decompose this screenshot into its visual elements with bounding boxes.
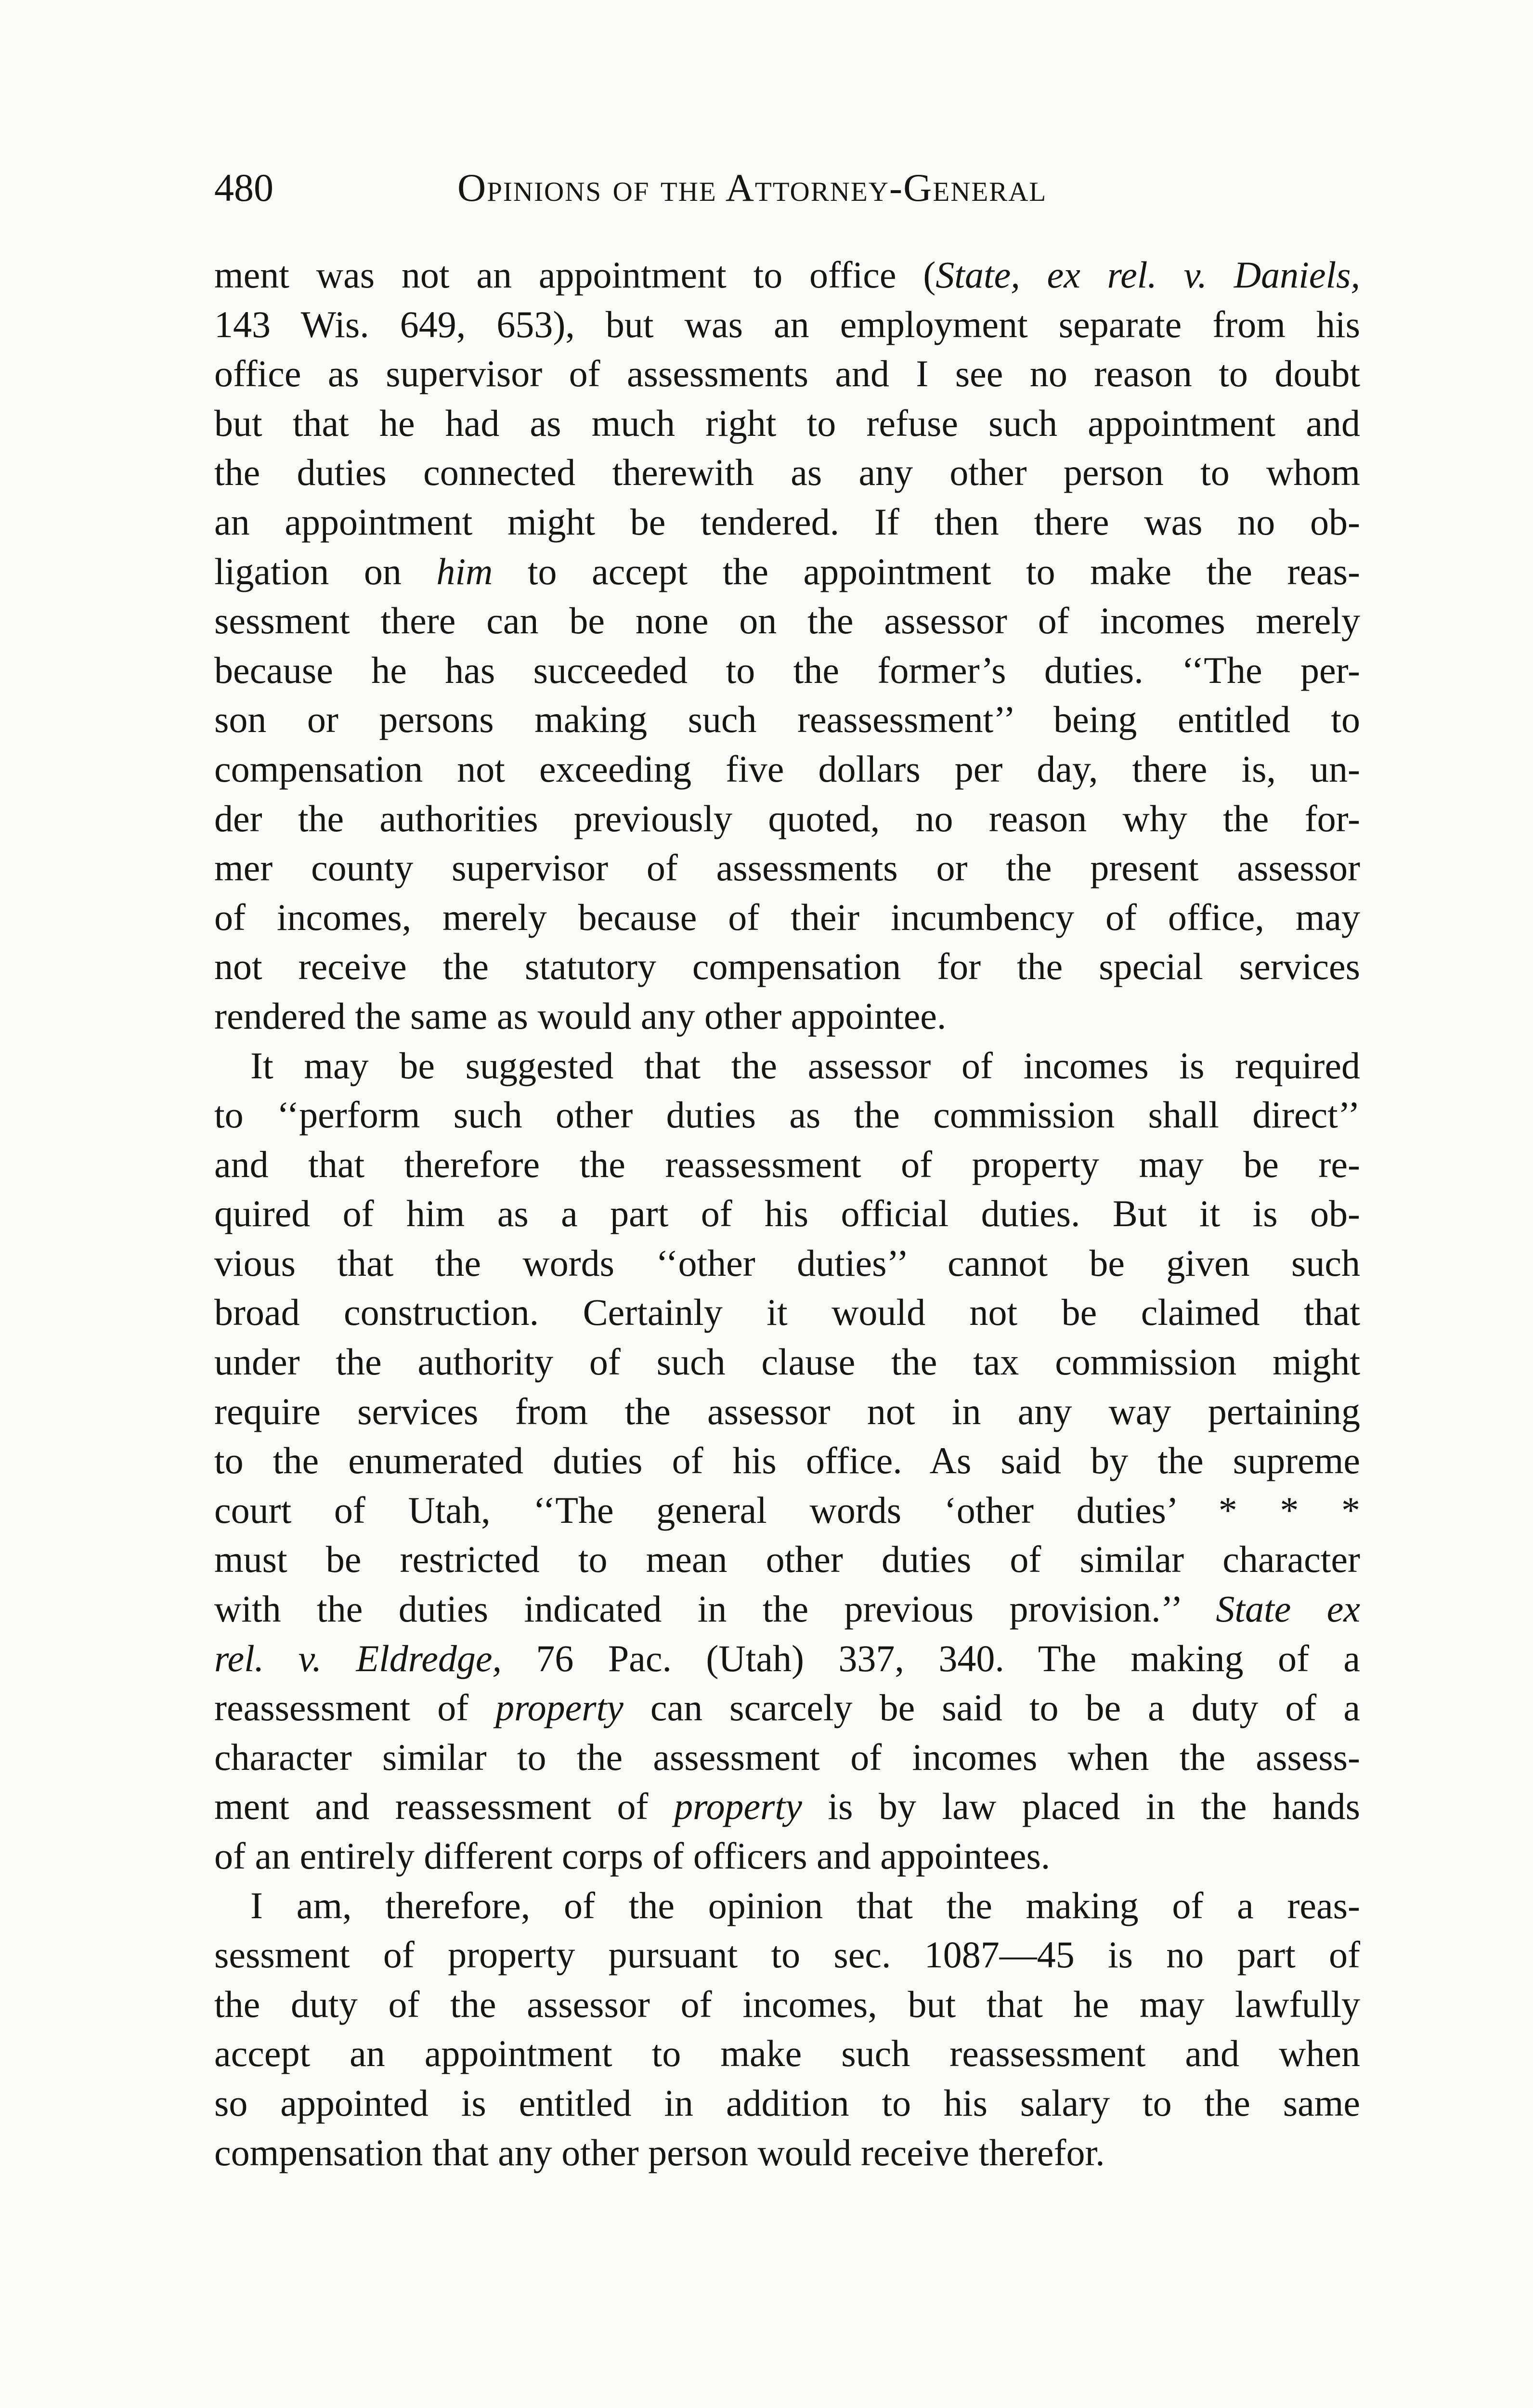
text-line: with the duties indicated in the previous provision.’’ State ex: [214, 1588, 1360, 1630]
text-line: ment was not an appointment to office (State, ex rel. v. Daniels,: [214, 254, 1360, 296]
paragraph: [214, 1041, 1360, 1881]
text-line: I am, therefore, of the opinion that the making of a reas-: [250, 1884, 1360, 1926]
text-line: sessment of property pursuant to sec. 1087—45 is no part of: [214, 1934, 1360, 1976]
text-line: an appointment might be tendered. If then there was no ob-: [214, 500, 1360, 543]
text-line: ment and reassessment of property is by law placed in the hands: [214, 1785, 1360, 1828]
text-line: quired of him as a part of his official duties. But it is ob-: [214, 1192, 1360, 1235]
text-line: character similar to the assessment of incomes when the assess-: [214, 1736, 1360, 1778]
text-line: the duty of the assessor of incomes, but that he may lawfully: [214, 1983, 1360, 2025]
text-line: rendered the same as would any other appointee.: [214, 995, 947, 1037]
text-line: accept an appointment to make such reassessment and when: [214, 2032, 1360, 2075]
text-line: ligation on him to accept the appointment to make the reas-: [214, 550, 1360, 592]
text-line: of incomes, merely because of their incumbency of office, may: [214, 896, 1360, 938]
text-line: compensation not exceeding five dollars per day, there is, un-: [214, 747, 1360, 790]
text-line: the duties connected therewith as any other person to whom: [214, 451, 1360, 494]
text-line: 143 Wis. 649, 653), but was an employment separate from his: [214, 303, 1360, 345]
text-line: to ‘‘perform such other duties as the commission shall direct’’: [214, 1094, 1360, 1136]
text-line: compensation that any other person would receive therefor.: [214, 2131, 1105, 2173]
page-header: [214, 164, 1360, 217]
text-line: son or persons making such reassessment’’ being entitled to: [214, 698, 1360, 741]
running-head: Opinions of the Attorney-General: [457, 166, 1047, 209]
text-line: It may be suggested that the assessor of incomes is required: [250, 1044, 1360, 1086]
text-line: require services from the assessor not in any way pertaining: [214, 1390, 1360, 1432]
text-line: der the authorities previously quoted, no reason why the for-: [214, 797, 1360, 839]
text-line: rel. v. Eldredge, 76 Pac. (Utah) 337, 340. The making of a: [214, 1637, 1360, 1679]
text-line: but that he had as much right to refuse such appointment and: [214, 402, 1360, 444]
text-line: court of Utah, ‘‘The general words ‘other duties’ * * *: [214, 1489, 1360, 1531]
text-line: must be restricted to mean other duties of similar character: [214, 1538, 1360, 1581]
text-line: reassessment of property can scarcely be said to be a duty of a: [214, 1687, 1360, 1729]
text-line: because he has succeeded to the former’s duties. ‘‘The per-: [214, 649, 1360, 691]
page-number: 480: [214, 166, 273, 209]
text-line: to the enumerated duties of his office. As said by the supreme: [214, 1440, 1360, 1482]
text-line: so appointed is entitled in addition to his salary to the same: [214, 2081, 1360, 2124]
body-text: [214, 250, 1360, 2177]
paragraph: [214, 250, 1360, 1041]
text-line: mer county supervisor of assessments or the present assessor: [214, 847, 1360, 889]
text-line: under the authority of such clause the tax commission might: [214, 1341, 1360, 1383]
text-line: not receive the statutory compensation for the special services: [214, 945, 1360, 988]
text-line: office as supervisor of assessments and I see no reason to doubt: [214, 353, 1360, 395]
text-line: sessment there can be none on the assessor of incomes merely: [214, 600, 1360, 642]
paragraph: [214, 1881, 1360, 2178]
text-line: broad construction. Certainly it would not be claimed that: [214, 1291, 1360, 1334]
text-line: of an entirely different corps of officers and appointees.: [214, 1835, 1051, 1877]
text-line: and that therefore the reassessment of property may be re-: [214, 1143, 1360, 1185]
text-line: vious that the words ‘‘other duties’’ cannot be given such: [214, 1242, 1360, 1284]
